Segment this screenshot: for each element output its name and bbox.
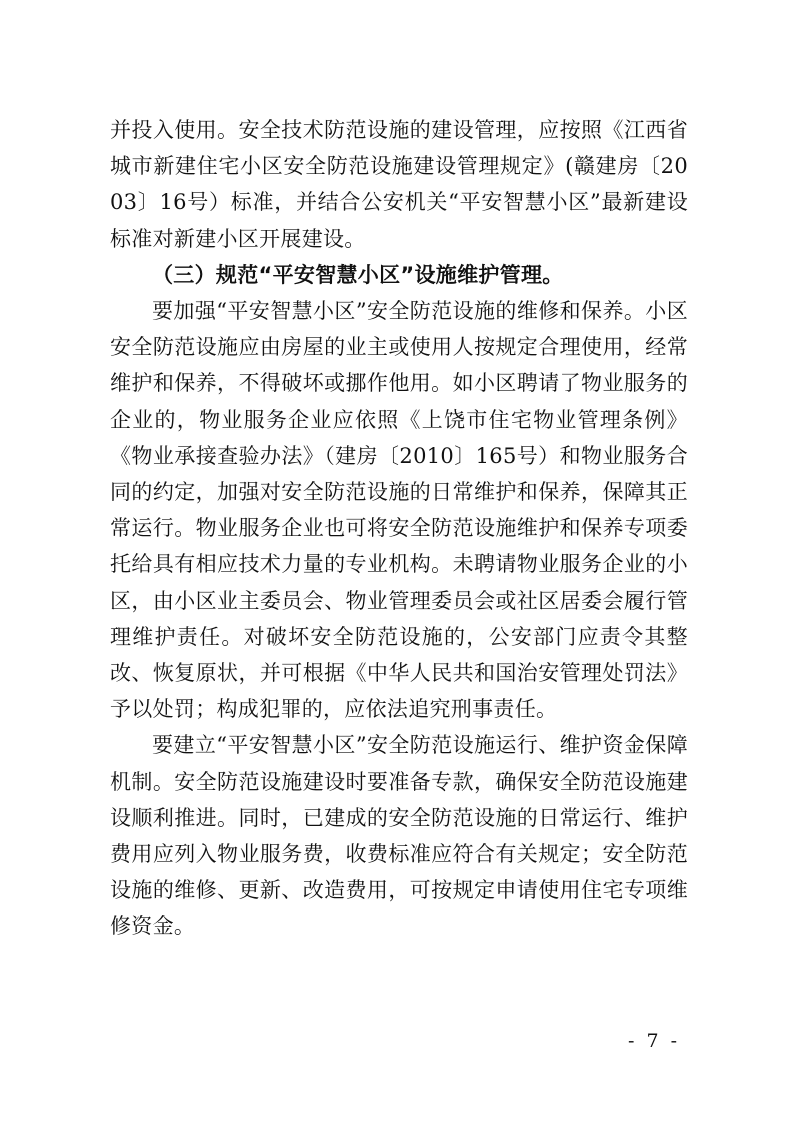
paragraph-funding: 要建立“平安智慧小区”安全防范设施运行、维护资金保障机制。安全防范设施建设时要准备专款，确保安全防范设施建设顺利推进。同时，已建成的安全防范设施的日常运行、维护费用应列入物业服务费，收费标准应符合有关规定；安全防范设施的维修、更新、改造费用，可按规定申请使用住宅专项维修资金。 xyxy=(110,733,688,939)
page-number: - 7 - xyxy=(628,1030,681,1052)
section-heading-maintenance: （三）规范“平安智慧小区”设施维护管理。 xyxy=(152,262,564,287)
paragraph-maintenance: 要加强“平安智慧小区”安全防范设施的维修和保养。小区安全防范设施应由房屋的业主或使用人按规定合理使用，经常维护和保养，不得破坏或挪作他用。如小区聘请了物业服务的企业的，物业服务企业应依照《上饶市住宅物业管理条例》《物业承接查验办法》（建房〔2010〕165号）和物业服务合同的约定，加强对安全防范设施的日常维护和保养，保障其正常运行。物业服务企业也可将安全防范设施维护和保养专项委托给具有相应技术力量的专业机构。未聘请物业服务企业的小区，由小区业主委员会、物业管理委员会或社区居委会履行管理维护责任。对破坏安全防范设施的，公安部门应责令其整改、恢复原状，并可根据《中华人民共和国治安管理处罚法》予以处罚；构成犯罪的，应依法追究刑事责任。 xyxy=(110,299,688,722)
document-body xyxy=(110,112,688,945)
paragraph-construction-standard: 并投入使用。安全技术防范设施的建设管理，应按照《江西省城市新建住宅小区安全防范设施建设管理规定》(赣建房〔2003〕16号）标准，并结合公安机关“平安智慧小区”最新建设标准对新建小区开展建设。 xyxy=(110,118,688,251)
